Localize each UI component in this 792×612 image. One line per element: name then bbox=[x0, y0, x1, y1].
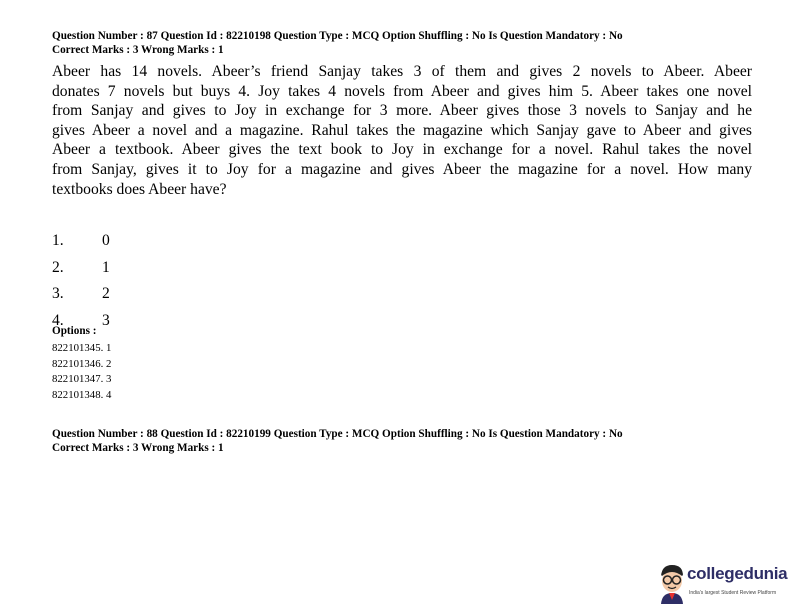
answer-value: 1 bbox=[102, 258, 110, 276]
option-id: 822101348. 4 bbox=[52, 389, 112, 402]
question-line: textbooks does Abeer have? bbox=[52, 180, 227, 198]
question-88-marks-line: Correct Marks : 3 Wrong Marks : 1 bbox=[52, 442, 224, 454]
answer-number: 3. bbox=[52, 285, 64, 302]
answer-value: 3 bbox=[102, 311, 110, 329]
answer-value: 0 bbox=[102, 232, 110, 249]
question-line: from Sanjay, gives it to Joy for a magazine and gives Abeer the magazine for a novel. How many bbox=[52, 160, 752, 178]
question-88-meta-line: Question Number : 88 Question Id : 82210199 Question Type : MCQ Option Shuffling : No Is Question Mandatory : No bbox=[52, 428, 623, 440]
question-line: gives Abeer a novel and a magazine. Rahul takes the magazine which Sanjay gave to Abeer and gives bbox=[52, 121, 752, 139]
option-id: 822101347. 3 bbox=[52, 373, 112, 386]
student-mascot-icon bbox=[656, 562, 688, 604]
logo-wordmark: collegedunia bbox=[687, 564, 788, 583]
answer-number: 2. bbox=[52, 258, 64, 276]
question-88-header bbox=[52, 427, 623, 455]
collegedunia-logo bbox=[656, 562, 792, 606]
question-line: donates 7 novels but buys 4. Joy takes 4 novels from Abeer and gives him 5. Abeer takes one novel bbox=[52, 82, 752, 100]
question-87-text bbox=[52, 62, 752, 199]
question-87-header bbox=[52, 29, 623, 57]
options-heading: Options : bbox=[52, 325, 97, 337]
answer-number: 1. bbox=[52, 232, 64, 249]
answer-number: 4. bbox=[52, 311, 64, 329]
option-id: 822101346. 2 bbox=[52, 357, 112, 370]
question-line: Abeer a textbook. Abeer gives the text book to Joy in exchange for a novel. Rahul takes the novel bbox=[52, 141, 752, 159]
logo-tagline: India's largest Student Review Platform bbox=[689, 590, 777, 596]
question-87-marks-line: Correct Marks : 3 Wrong Marks : 1 bbox=[52, 44, 224, 56]
question-87-meta-line: Question Number : 87 Question Id : 82210198 Question Type : MCQ Option Shuffling : No Is Question Mandatory : No bbox=[52, 30, 623, 42]
question-line: from Sanjay and gives to Joy in exchange for 3 more. Abeer gives those 3 novels to Sanjay and he bbox=[52, 102, 752, 120]
option-id-list bbox=[52, 341, 111, 404]
option-id: 822101345. 1 bbox=[52, 342, 112, 354]
answer-value: 2 bbox=[102, 285, 110, 302]
question-line: Abeer has 14 novels. Abeer’s friend Sanjay takes 3 of them and gives 2 novels to Abeer. Abeer bbox=[52, 63, 752, 80]
